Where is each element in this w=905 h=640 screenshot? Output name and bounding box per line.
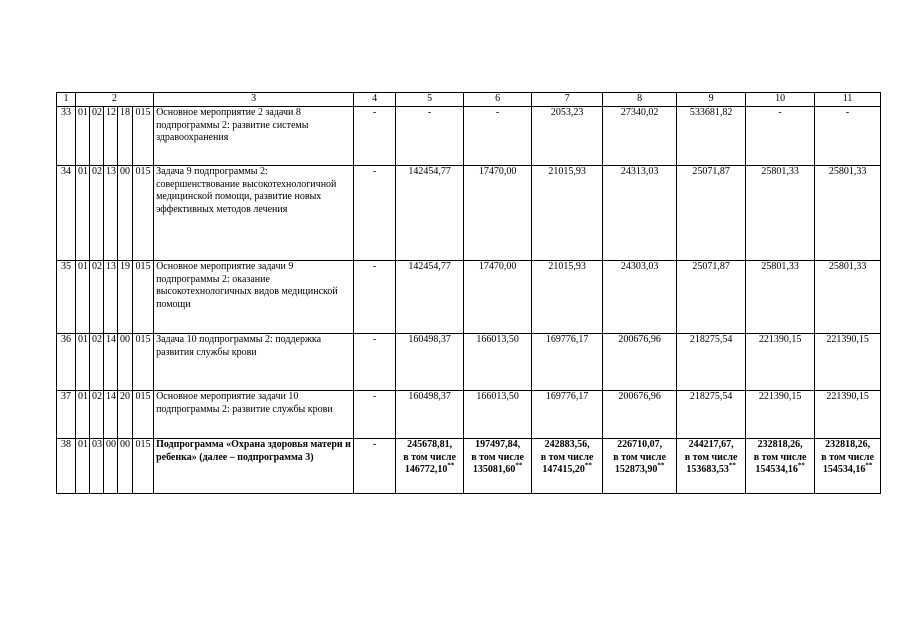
- code-cell: 015: [133, 333, 154, 390]
- includes-label: в том числе: [753, 451, 807, 463]
- budget-table: [56, 92, 881, 494]
- value-cell: 24313,03: [603, 165, 677, 260]
- value-cell: 21015,93: [532, 260, 603, 333]
- value-cell: 2053,23: [532, 106, 603, 165]
- column-header: 10: [746, 93, 815, 107]
- table-row: [57, 165, 881, 260]
- table-row: [57, 390, 881, 438]
- code-cell: 01: [76, 106, 90, 165]
- includes-label: в том числе: [821, 451, 874, 463]
- value-cell: -: [746, 106, 815, 165]
- code-cell: 14: [104, 333, 118, 390]
- value-cell: -: [354, 438, 396, 493]
- value-cell: 17470,00: [464, 260, 532, 333]
- code-cell: 015: [133, 438, 154, 493]
- row-number: 38: [57, 438, 76, 493]
- value-cell: 221390,15: [746, 333, 815, 390]
- total-value: 242883,56,: [544, 438, 590, 450]
- subvalue: 146772,10**: [404, 462, 455, 476]
- value-cell: 17470,00: [464, 165, 532, 260]
- code-cell: 13: [104, 165, 118, 260]
- code-cell: 01: [76, 165, 90, 260]
- value-cell: 25801,33: [815, 165, 881, 260]
- includes-label: в том числе: [471, 451, 524, 463]
- value-cell: -: [815, 106, 881, 165]
- table-header-row: [57, 93, 881, 107]
- value-cell: 200676,96: [603, 390, 677, 438]
- column-header: 4: [354, 93, 396, 107]
- value-cell: 169776,17: [532, 390, 603, 438]
- code-cell: 02: [90, 333, 104, 390]
- code-cell: 00: [118, 438, 133, 493]
- value-cell: -: [354, 165, 396, 260]
- code-cell: 02: [90, 260, 104, 333]
- column-header: 8: [603, 93, 677, 107]
- includes-label: в том числе: [540, 451, 594, 463]
- row-number: 36: [57, 333, 76, 390]
- total-value: 197497,84,: [475, 438, 521, 450]
- code-cell: 015: [133, 165, 154, 260]
- value-cell: 142454,77: [396, 260, 464, 333]
- description-cell: Основное мероприятие задачи 9 подпрограммы 2: оказание высокотехнологичных видов медицинской помощи: [154, 260, 354, 333]
- description-cell: Основное мероприятие 2 задачи 8 подпрограммы 2: развитие системы здравоохранения: [154, 106, 354, 165]
- column-header: 2: [76, 93, 154, 107]
- code-cell: 00: [118, 165, 133, 260]
- code-cell: 18: [118, 106, 133, 165]
- column-header: 9: [677, 93, 746, 107]
- value-cell: 221390,15: [815, 390, 881, 438]
- code-cell: 19: [118, 260, 133, 333]
- value-cell: 221390,15: [815, 333, 881, 390]
- code-cell: 01: [76, 260, 90, 333]
- value-cell: 166013,50: [464, 390, 532, 438]
- value-cell: 221390,15: [746, 390, 815, 438]
- column-header: 3: [154, 93, 354, 107]
- column-header: 1: [57, 93, 76, 107]
- subvalue: 153683,53**: [686, 462, 736, 476]
- subvalue: 135081,60**: [472, 462, 523, 476]
- value-cell: 25071,87: [677, 260, 746, 333]
- value-cell: 24303,03: [603, 260, 677, 333]
- includes-label: в том числе: [684, 451, 738, 463]
- value-cell: -: [464, 106, 532, 165]
- total-value: 232818,26,: [825, 438, 871, 450]
- value-cell: [396, 438, 464, 493]
- value-cell: 25071,87: [677, 165, 746, 260]
- subvalue: 154534,16**: [822, 462, 873, 476]
- code-cell: 015: [133, 390, 154, 438]
- value-cell: -: [354, 260, 396, 333]
- value-cell: 218275,54: [677, 390, 746, 438]
- value-cell: 160498,37: [396, 390, 464, 438]
- row-number: 33: [57, 106, 76, 165]
- code-cell: 015: [133, 106, 154, 165]
- code-cell: 01: [76, 390, 90, 438]
- value-cell: [677, 438, 746, 493]
- table-row: [57, 260, 881, 333]
- column-header: 5: [396, 93, 464, 107]
- subvalue: 152873,90**: [614, 462, 665, 476]
- table-row: [57, 438, 881, 493]
- value-cell: [746, 438, 815, 493]
- subvalue: 147415,20**: [542, 462, 592, 476]
- value-cell: 533681,82: [677, 106, 746, 165]
- value-cell: -: [354, 106, 396, 165]
- description-cell: Подпрограмма «Охрана здоровья матери и ребенка» (далее – подпрограмма 3): [154, 438, 354, 493]
- description-cell: Основное мероприятие задачи 10 подпрограммы 2: развитие службы крови: [154, 390, 354, 438]
- code-cell: 015: [133, 260, 154, 333]
- value-cell: 160498,37: [396, 333, 464, 390]
- value-cell: 27340,02: [603, 106, 677, 165]
- value-cell: 142454,77: [396, 165, 464, 260]
- code-cell: 20: [118, 390, 133, 438]
- code-cell: 00: [118, 333, 133, 390]
- total-value: 226710,07,: [617, 438, 663, 450]
- code-cell: 13: [104, 260, 118, 333]
- code-cell: 01: [76, 438, 90, 493]
- table-row: [57, 333, 881, 390]
- description-cell: Задача 10 подпрограммы 2: поддержка развития службы крови: [154, 333, 354, 390]
- total-value: 244217,67,: [688, 438, 734, 450]
- value-cell: 21015,93: [532, 165, 603, 260]
- value-cell: 25801,33: [746, 260, 815, 333]
- value-cell: 169776,17: [532, 333, 603, 390]
- code-cell: 14: [104, 390, 118, 438]
- code-cell: 02: [90, 106, 104, 165]
- value-cell: [815, 438, 881, 493]
- row-number: 35: [57, 260, 76, 333]
- total-value: 245678,81,: [407, 438, 453, 450]
- includes-label: в том числе: [613, 451, 666, 463]
- table-row: [57, 106, 881, 165]
- value-cell: [532, 438, 603, 493]
- total-value: 232818,26,: [757, 438, 803, 450]
- value-cell: -: [354, 333, 396, 390]
- value-cell: [464, 438, 532, 493]
- value-cell: 166013,50: [464, 333, 532, 390]
- code-cell: 03: [90, 438, 104, 493]
- value-cell: [603, 438, 677, 493]
- value-cell: 200676,96: [603, 333, 677, 390]
- row-number: 37: [57, 390, 76, 438]
- value-cell: 25801,33: [815, 260, 881, 333]
- value-cell: 218275,54: [677, 333, 746, 390]
- code-cell: 01: [76, 333, 90, 390]
- includes-label: в том числе: [403, 451, 456, 463]
- code-cell: 02: [90, 165, 104, 260]
- code-cell: 02: [90, 390, 104, 438]
- column-header: 11: [815, 93, 881, 107]
- code-cell: 12: [104, 106, 118, 165]
- value-cell: -: [396, 106, 464, 165]
- description-cell: Задача 9 подпрограммы 2: совершенствование высокотехнологичной медицинской помощи, развитие новых эффективных методов лечения: [154, 165, 354, 260]
- value-cell: 25801,33: [746, 165, 815, 260]
- value-cell: -: [354, 390, 396, 438]
- code-cell: 00: [104, 438, 118, 493]
- subvalue: 154534,16**: [755, 462, 805, 476]
- column-header: 6: [464, 93, 532, 107]
- row-number: 34: [57, 165, 76, 260]
- column-header: 7: [532, 93, 603, 107]
